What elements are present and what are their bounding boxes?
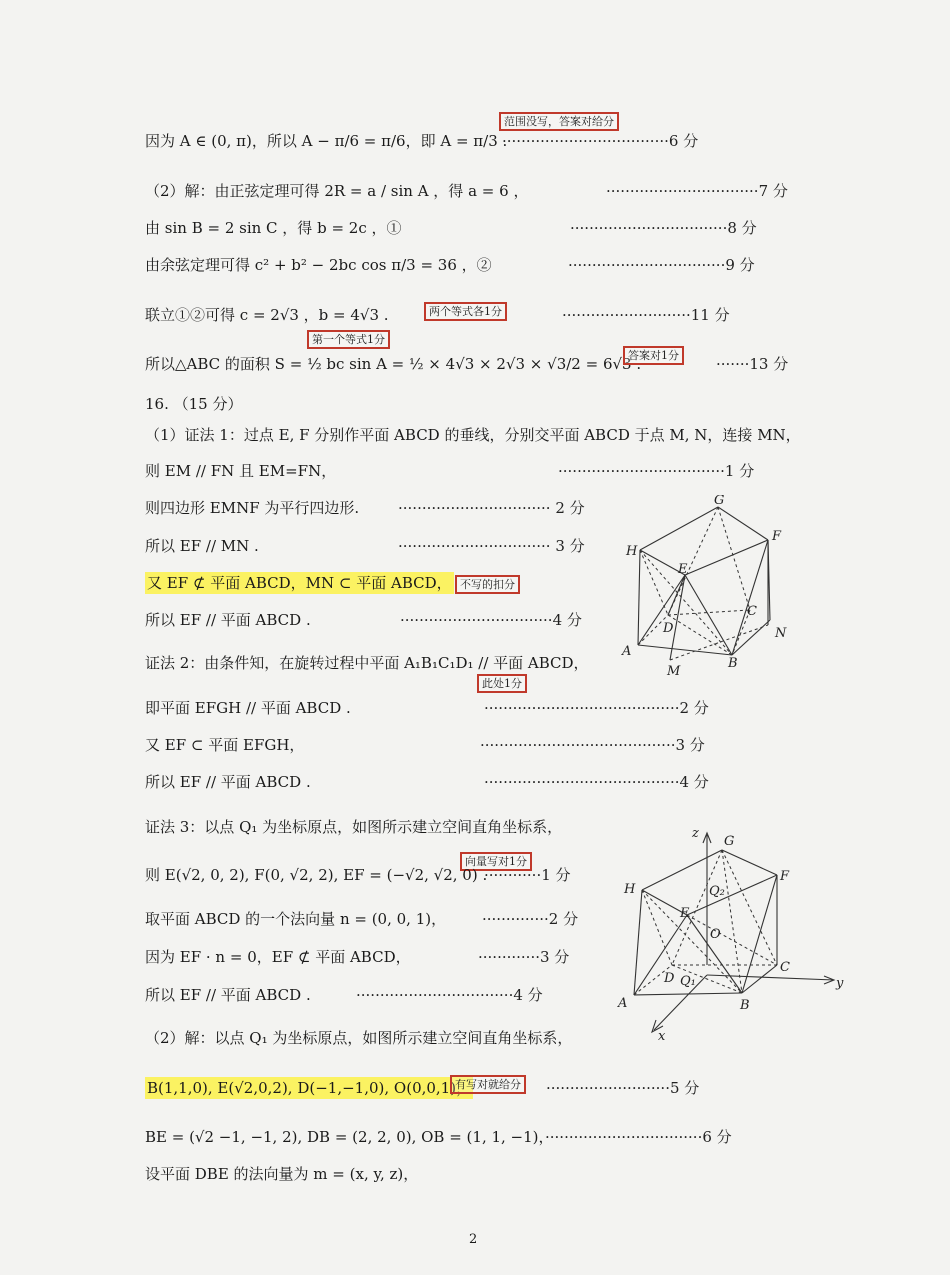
text-line: （2）解：由正弦定理可得 2R = a / sin A ，得 a = 6 ，	[145, 182, 529, 200]
figure-label: C	[747, 604, 757, 619]
score-marker: ···························11 分	[562, 306, 730, 324]
score-marker: ·········································4 分	[484, 773, 709, 791]
text-line: 联立①②可得 c = 2√3 ，b = 4√3 .	[145, 306, 389, 324]
score-marker: ·································8 分	[570, 219, 757, 237]
text-line: （2）解：以点 Q₁ 为坐标原点，如图所示建立空间直角坐标系，	[145, 1029, 573, 1047]
score-marker: ································ 2 分	[398, 499, 585, 517]
text-line: （1）证法 1：过点 E, F 分别作平面 ABCD 的垂线，分别交平面 ABCD 于点 M, N，连接 MN，	[145, 426, 801, 444]
grading-note: 答案对1分	[623, 346, 684, 365]
grading-note: 不写的扣分	[455, 575, 520, 594]
text-line: 即平面 EFGH // 平面 ABCD .	[145, 699, 351, 717]
text-line: 则 EM // FN 且 EM=FN，	[145, 462, 337, 480]
grading-note: 此处1分	[477, 674, 527, 693]
figure-label: F	[772, 529, 782, 544]
axis-label: x	[658, 1029, 666, 1044]
score-marker: ··························5 分	[546, 1079, 700, 1097]
geometry-figure-1	[610, 495, 800, 685]
axis-label: z	[692, 826, 699, 841]
text-line: 由余弦定理可得 c² + b² − 2bc cos π/3 = 36 ，②	[145, 256, 492, 274]
text-line: 所以 EF // 平面 ABCD .	[145, 611, 311, 629]
figure-label: B	[740, 998, 750, 1013]
score-marker: ································ 3 分	[398, 537, 585, 555]
figure-label: G	[714, 495, 725, 508]
text-line: 证法 2：由条件知，在旋转过程中平面 A₁B₁C₁D₁ // 平面 ABCD，	[145, 654, 589, 672]
figure-label: H	[626, 544, 638, 559]
text-line: 因为 EF · n = 0，EF ⊄ 平面 ABCD，	[145, 948, 411, 966]
axis-label: y	[836, 976, 844, 991]
geometry-figure-2	[612, 825, 848, 1045]
text-line-highlighted: 又 EF ⊄ 平面 ABCD，MN ⊂ 平面 ABCD，	[147, 574, 452, 592]
figure-label: E	[680, 906, 690, 921]
text-line: 16. （15 分）	[145, 395, 243, 413]
text-line-highlighted: B(1,1,0), E(√2,0,2), D(−1,−1,0), O(0,0,1)，	[147, 1079, 472, 1097]
grading-note: 范围没写，答案对给分	[499, 112, 619, 131]
grading-note: 两个等式各1分	[424, 302, 507, 321]
figure-label: A	[622, 644, 632, 659]
score-marker: ································4 分	[400, 611, 582, 629]
text-line: 又 EF ⊂ 平面 EFGH，	[145, 736, 305, 754]
score-marker: ·······13 分	[716, 355, 789, 373]
text-line: 证法 3：以点 Q₁ 为坐标原点，如图所示建立空间直角坐标系，	[145, 818, 563, 836]
score-marker: ·········································3 分	[480, 736, 705, 754]
figure-label: A	[618, 996, 628, 1011]
score-marker: ············1 分	[484, 866, 571, 884]
text-line: 由 sin B = 2 sin C ，得 b = 2c ，①	[145, 219, 402, 237]
figure-label: G	[724, 834, 735, 849]
figure-label: N	[775, 626, 787, 641]
page-number: 2	[469, 1232, 478, 1247]
figure-label: D	[664, 971, 675, 986]
score-marker: ································7 分	[606, 182, 788, 200]
text-line: 因为 A ∈ (0, π)，所以 A − π/6 = π/6，即 A = π/3 .	[145, 132, 508, 150]
text-line: 所以 EF // MN .	[145, 537, 259, 555]
figure-label: O	[710, 927, 721, 942]
figure-label: H	[624, 882, 636, 897]
text-line: 设平面 DBE 的法向量为 m = (x, y, z)，	[145, 1165, 419, 1183]
text-line: 所以 EF // 平面 ABCD .	[145, 773, 311, 791]
score-marker: ···································1 分	[558, 462, 755, 480]
text-line: 所以△ABC 的面积 S = ½ bc sin A = ½ × 4√3 × 2√3 × √3/2 = 6√3 .	[145, 355, 642, 373]
score-marker: ·································9 分	[568, 256, 755, 274]
figure-label: C	[780, 960, 790, 975]
figure-label: B	[728, 656, 738, 671]
grading-note: 第一个等式1分	[307, 330, 390, 349]
figure-label: E	[678, 562, 688, 577]
text-line: BE = (√2 −1, −1, 2), DB = (2, 2, 0), OB = (1, 1, −1)，	[145, 1128, 554, 1146]
figure-label: Q₁	[680, 974, 696, 989]
text-line: 取平面 ABCD 的一个法向量 n = (0, 0, 1)，	[145, 910, 447, 928]
score-marker: ··············2 分	[482, 910, 579, 928]
score-marker: ·································4 分	[356, 986, 543, 1004]
score-marker: ·································6 分	[545, 1128, 732, 1146]
text-line: 所以 EF // 平面 ABCD .	[145, 986, 311, 1004]
text-line: 则 E(√2, 0, 2), F(0, √2, 2), EF = (−√2, √2, 0) .	[145, 866, 488, 884]
figure-label: D	[663, 621, 674, 636]
score-marker: ···································6 分	[502, 132, 699, 150]
text-line: 则四边形 EMNF 为平行四边形.	[145, 499, 360, 517]
figure-label: Q₂	[709, 884, 725, 899]
grading-note: 有写对就给分	[450, 1075, 526, 1094]
grading-note: 向量写对1分	[460, 852, 532, 871]
figure-label: F	[780, 869, 790, 884]
score-marker: ·············3 分	[478, 948, 570, 966]
figure-label: M	[667, 664, 681, 679]
score-marker: ·········································2 分	[484, 699, 709, 717]
